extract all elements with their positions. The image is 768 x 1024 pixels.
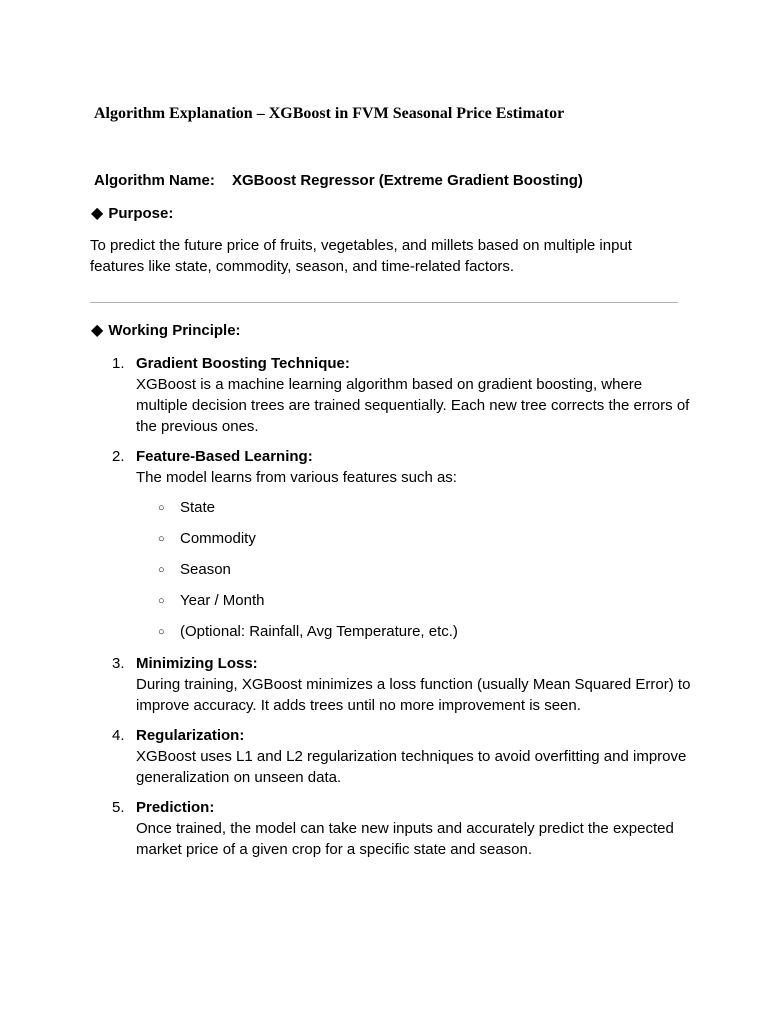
list-item-heading: Prediction:: [136, 799, 215, 816]
list-item: [112, 797, 692, 860]
list-item-number: 1.: [112, 355, 125, 372]
list-item-heading: Feature-Based Learning:: [136, 448, 313, 465]
list-item-number: 4.: [112, 727, 125, 744]
algorithm-name-value: XGBoost Regressor (Extreme Gradient Boosting): [232, 172, 583, 189]
list-item-text: XGBoost is a machine learning algorithm based on gradient boosting, where multiple decision trees are trained sequentially. Each new tree corrects the errors of the previous ones.: [136, 376, 690, 435]
horizontal-divider: [90, 302, 678, 303]
sub-list-item-text: State: [180, 499, 216, 516]
list-item-heading: Regularization:: [136, 727, 245, 744]
list-item-heading: Gradient Boosting Technique:: [136, 355, 350, 372]
sub-list-item: [158, 498, 215, 518]
sub-list-item-text: Season: [180, 561, 231, 578]
sub-list-item: [158, 591, 265, 611]
diamond-bullet-icon: ◆: [91, 205, 104, 222]
circle-bullet-icon: ○: [158, 564, 165, 576]
purpose-heading-label: Purpose:: [108, 205, 174, 222]
algorithm-name-label: Algorithm Name:: [94, 172, 215, 189]
diamond-bullet-icon: ◆: [91, 322, 104, 339]
sub-list-item-text: Year / Month: [180, 592, 265, 609]
circle-bullet-icon: ○: [158, 595, 165, 607]
list-item-text: The model learns from various features such as:: [136, 469, 457, 486]
sub-list-item-text: Commodity: [180, 530, 256, 547]
sub-list-item: [158, 560, 231, 580]
sub-list-item: [158, 622, 458, 642]
purpose-heading: [91, 204, 173, 224]
working-principle-heading: [91, 321, 241, 341]
list-item: [112, 653, 692, 716]
algorithm-name-row: [94, 171, 583, 191]
circle-bullet-icon: ○: [158, 533, 165, 545]
sub-list-item-text: (Optional: Rainfall, Avg Temperature, etc.): [180, 623, 458, 640]
list-item: [112, 353, 692, 437]
list-item: [112, 446, 692, 488]
sub-list-item: [158, 529, 256, 549]
list-item-text: During training, XGBoost minimizes a loss function (usually Mean Squared Error) to improve accuracy. It adds trees until no more improvement is seen.: [136, 676, 691, 714]
list-item-number: 3.: [112, 655, 125, 672]
document-title: Algorithm Explanation – XGBoost in FVM Seasonal Price Estimator: [94, 105, 565, 122]
list-item: [112, 725, 692, 788]
list-item-heading: Minimizing Loss:: [136, 655, 258, 672]
working-principle-heading-label: Working Principle:: [108, 322, 241, 339]
list-item-text: Once trained, the model can take new inputs and accurately predict the expected market price of a given crop for a specific state and season.: [136, 820, 674, 858]
list-item-number: 2.: [112, 448, 125, 465]
list-item-text: XGBoost uses L1 and L2 regularization techniques to avoid overfitting and improve generalization on unseen data.: [136, 748, 687, 786]
circle-bullet-icon: ○: [158, 502, 165, 514]
circle-bullet-icon: ○: [158, 626, 165, 638]
purpose-text: To predict the future price of fruits, vegetables, and millets based on multiple input features like state, commodity, season, and time-related factors.: [90, 237, 632, 275]
list-item-number: 5.: [112, 799, 125, 816]
